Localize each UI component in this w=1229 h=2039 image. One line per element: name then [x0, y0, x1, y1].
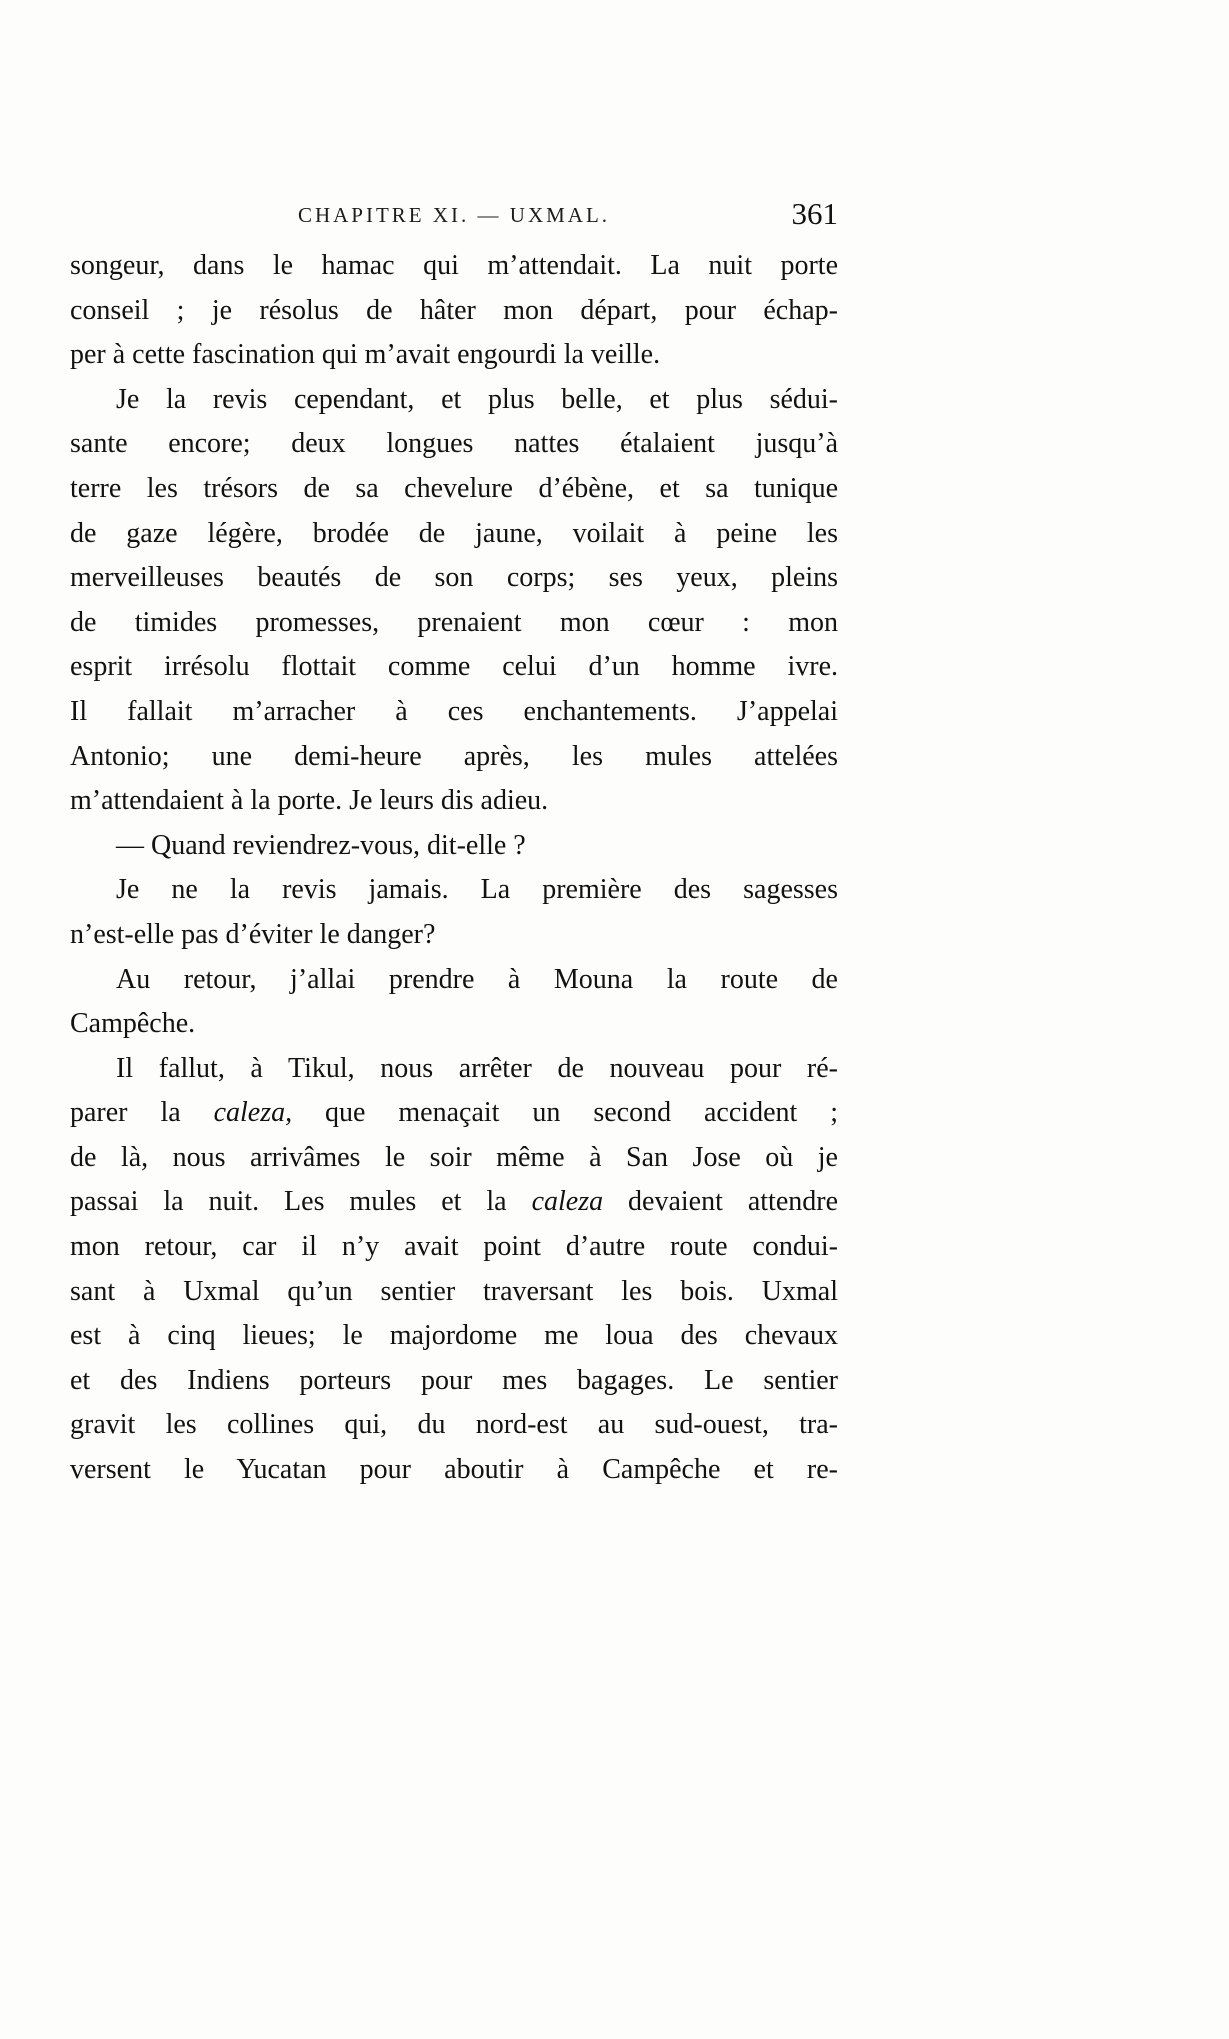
text-segment: parer la — [70, 1097, 214, 1129]
text-segment: versent le Yucatan pour aboutir à Campêche et re- — [70, 1454, 838, 1486]
text-segment: de timides promesses, prenaient mon cœur : mon — [70, 606, 838, 638]
text-line — [70, 1270, 838, 1315]
text-segment: Il fallut, à Tikul, nous arrêter de nouveau pour ré- — [116, 1052, 838, 1084]
chapter-running-title: CHAPITRE XI. — UXMAL. — [297, 203, 611, 227]
text-line — [70, 958, 838, 1003]
text-line — [70, 779, 838, 824]
text-line — [70, 868, 838, 913]
text-line — [70, 556, 838, 601]
text-line — [70, 1314, 838, 1359]
text-segment: Au retour, j’allai prendre à Mouna la route de — [116, 963, 838, 995]
page-text — [70, 244, 838, 1493]
text-line — [70, 1180, 838, 1225]
text-segment: merveilleuses beautés de son corps; ses yeux, pleins — [70, 562, 838, 594]
text-segment: devaient attendre — [603, 1186, 838, 1218]
text-segment: per à cette fascination qui m’avait engourdi la veille. — [70, 339, 661, 371]
page-number: 361 — [791, 196, 838, 231]
text-line — [70, 601, 838, 646]
text-line — [70, 1047, 838, 1092]
text-segment: Campêche. — [70, 1008, 196, 1040]
text-line — [70, 467, 838, 512]
text-line — [70, 333, 838, 378]
text-segment: Je ne la revis jamais. La première des sagesses — [116, 874, 838, 906]
text-line — [70, 378, 838, 423]
text-segment: et des Indiens porteurs pour mes bagages. Le sentier — [70, 1364, 838, 1396]
text-line — [70, 645, 838, 690]
text-line — [70, 244, 838, 289]
text-segment: mon retour, car il n’y avait point d’autre route condui- — [70, 1231, 838, 1263]
text-segment: esprit irrésolu flottait comme celui d’un homme ivre. — [70, 651, 838, 683]
text-line — [70, 289, 838, 334]
text-segment: que menaçait un second accident ; — [292, 1097, 838, 1129]
text-line — [70, 422, 838, 467]
text-segment: songeur, dans le hamac qui m’attendait. La nuit porte — [70, 250, 838, 281]
text-line — [70, 1359, 838, 1404]
running-header — [70, 196, 838, 236]
text-segment: est à cinq lieues; le majordome me loua des chevaux — [70, 1320, 838, 1352]
text-segment: passai la nuit. Les mules et la — [70, 1186, 532, 1218]
text-line — [70, 913, 838, 958]
text-segment: Je la revis cependant, et plus belle, et plus sédui- — [116, 383, 838, 415]
text-segment: de là, nous arrivâmes le soir même à San Jose où je — [70, 1141, 838, 1173]
text-line — [70, 1002, 838, 1047]
text-line — [70, 735, 838, 780]
text-line — [70, 1091, 838, 1136]
italic-word: caleza, — [213, 1097, 293, 1129]
text-segment: — Quand reviendrez-vous, dit-elle ? — [116, 829, 526, 861]
text-line — [70, 690, 838, 735]
text-line — [70, 1136, 838, 1181]
text-segment: gravit les collines qui, du nord-est au sud-ouest, tra- — [70, 1409, 838, 1441]
text-line — [70, 824, 838, 869]
text-line — [70, 1448, 838, 1493]
italic-word: caleza — [531, 1186, 604, 1218]
text-segment: terre les trésors de sa chevelure d’ébène, et sa tunique — [70, 472, 838, 504]
text-segment: m’attendaient à la porte. Je leurs dis adieu. — [70, 785, 549, 817]
text-segment: Il fallait m’arracher à ces enchantements. J’appelai — [70, 695, 838, 727]
text-segment: sant à Uxmal qu’un sentier traversant les bois. Uxmal — [70, 1275, 838, 1307]
text-segment: conseil ; je résolus de hâter mon départ, pour échap- — [70, 294, 838, 326]
text-line — [70, 1403, 838, 1448]
text-line — [70, 512, 838, 557]
text-segment: Antonio; une demi-heure après, les mules attelées — [70, 740, 838, 772]
text-segment: sante encore; deux longues nattes étalaient jusqu’à — [70, 428, 838, 460]
text-segment: n’est-elle pas d’éviter le danger? — [70, 918, 436, 950]
text-segment: de gaze légère, brodée de jaune, voilait à peine les — [70, 517, 838, 549]
text-line — [70, 1225, 838, 1270]
